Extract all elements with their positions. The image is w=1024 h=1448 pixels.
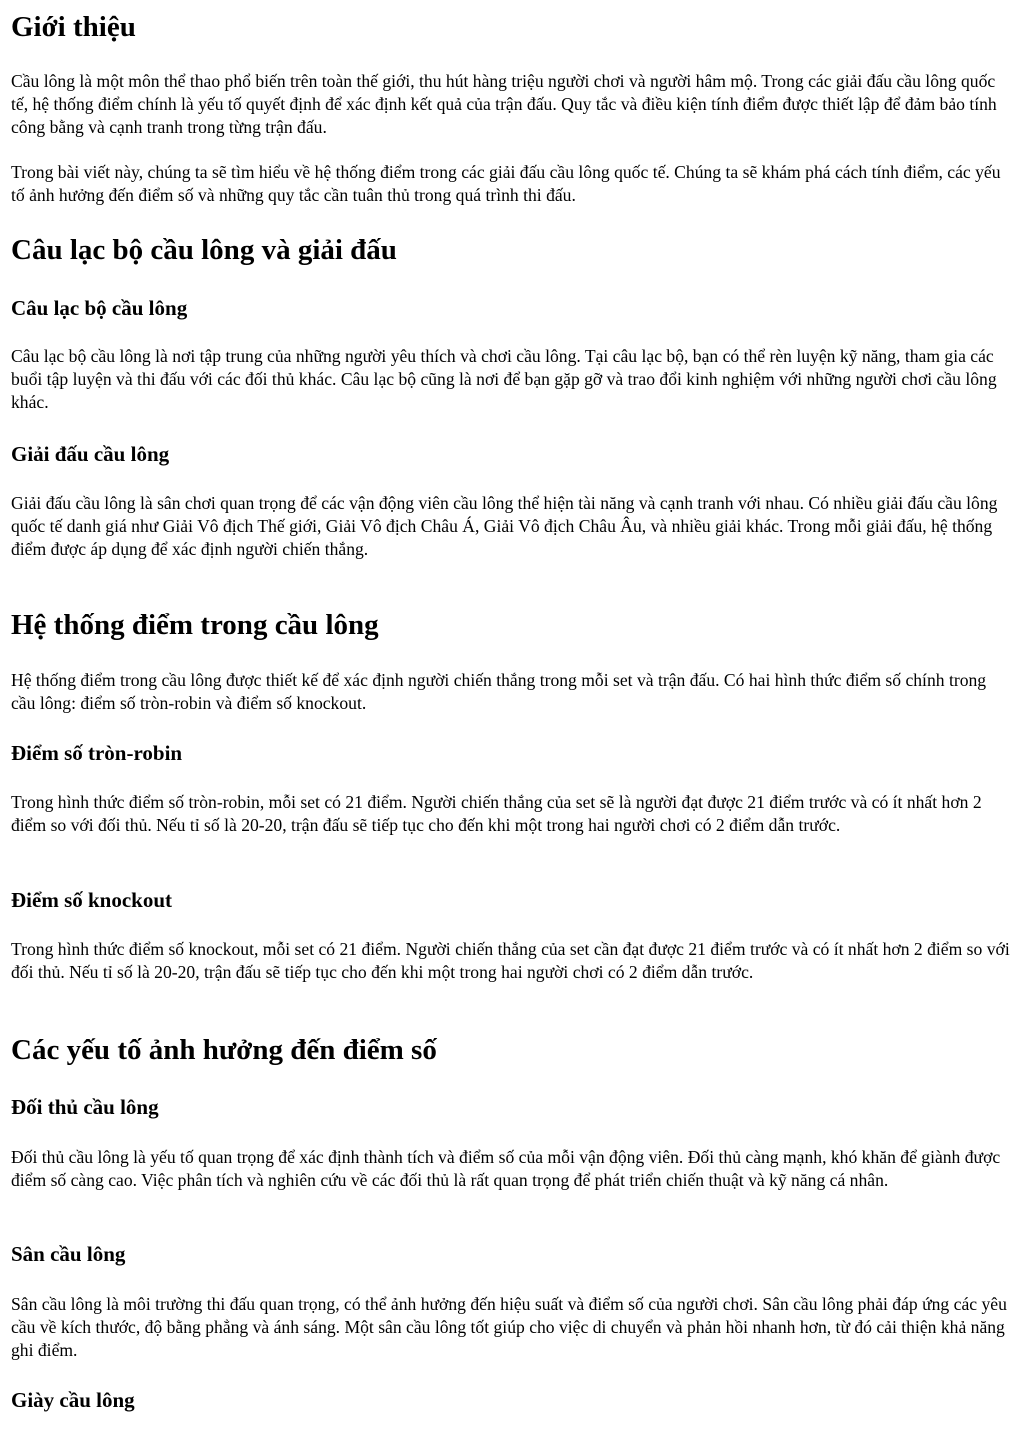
knockout-subheading: Điểm số knockout	[11, 888, 173, 912]
round-robin-subheading: Điểm số tròn-robin	[11, 741, 183, 765]
factors-section-heading: Các yếu tố ảnh hưởng đến điểm số	[11, 1034, 437, 1066]
court-paragraph: Sân cầu lông là môi trường thi đấu quan trọng, có thể ảnh hưởng đến hiệu suất và điểm số của người chơi. Sân cầu lông phải đáp ứng các yêu cầu về kích thước, độ bằng phẳng và ánh sáng. Một sân cầu lông tốt giúp cho việc di chuyển và phản hồi nhanh hơn, từ đó cải thiện khả năng ghi điểm.	[11, 1294, 1007, 1361]
tournament-subheading: Giải đấu cầu lông	[11, 442, 170, 466]
knockout-paragraph: Trong hình thức điểm số knockout, mỗi set có 21 điểm. Người chiến thắng của set cần đạt được 21 điểm trước và có ít nhất hơn 2 điểm so với đối thủ. Nếu tỉ số là 20-20, trận đấu sẽ tiếp tục cho đến khi một trong hai người chơi có 2 điểm dẫn trước.	[11, 939, 1010, 983]
scoring-intro-paragraph: Hệ thống điểm trong cầu lông được thiết kế để xác định người chiến thắng trong mỗi set và trận đấu. Có hai hình thức điểm số chính trong cầu lông: điểm số tròn-robin và điểm số knockout.	[11, 670, 987, 714]
intro-paragraph-1: Cầu lông là một môn thể thao phổ biến trên toàn thế giới, thu hút hàng triệu người chơi và người hâm mộ. Trong các giải đấu cầu lông quốc tế, hệ thống điểm chính là yếu tố quyết định để xác định kết quả của trận đấu. Quy tắc và điều kiện tính điểm được thiết lập để đảm bảo tính công bằng và cạnh tranh trong từng trận đấu.	[11, 71, 997, 138]
club-subheading: Câu lạc bộ cầu lông	[11, 296, 188, 320]
shoes-subheading: Giày cầu lông	[11, 1388, 135, 1412]
tournament-paragraph: Giải đấu cầu lông là sân chơi quan trọng để các vận động viên cầu lông thể hiện tài năng và cạnh tranh với nhau. Có nhiều giải đấu cầu lông quốc tế danh giá như Giải Vô địch Thế giới, Giải Vô địch Châu Á, Giải Vô địch Châu Âu, và nhiều giải khác. Trong mỗi giải đấu, hệ thống điểm được áp dụng để xác định người chiến thắng.	[11, 493, 998, 560]
intro-paragraph-2: Trong bài viết này, chúng ta sẽ tìm hiểu về hệ thống điểm trong các giải đấu cầu lông quốc tế. Chúng ta sẽ khám phá cách tính điểm, các yếu tố ảnh hưởng đến điểm số và những quy tắc cần tuân thủ trong quá trình thi đấu.	[11, 162, 1001, 206]
court-subheading: Sân cầu lông	[11, 1242, 126, 1266]
intro-heading: Giới thiệu	[11, 11, 136, 43]
clubs-section-heading: Câu lạc bộ cầu lông và giải đấu	[11, 234, 397, 266]
scoring-section-heading: Hệ thống điểm trong cầu lông	[11, 609, 379, 641]
club-paragraph: Câu lạc bộ cầu lông là nơi tập trung của những người yêu thích và chơi cầu lông. Tại câu lạc bộ, bạn có thể rèn luyện kỹ năng, tham gia các buổi tập luyện và thi đấu với các đối thủ khác. Câu lạc bộ cũng là nơi để bạn gặp gỡ và trao đổi kinh nghiệm với những người chơi cầu lông khác.	[11, 346, 997, 413]
opponent-subheading: Đối thủ cầu lông	[11, 1095, 159, 1119]
opponent-paragraph: Đối thủ cầu lông là yếu tố quan trọng để xác định thành tích và điểm số của mỗi vận động viên. Đối thủ càng mạnh, khó khăn để giành được điểm số càng cao. Việc phân tích và nghiên cứu về các đối thủ là rất quan trọng để phát triển chiến thuật và kỹ năng cá nhân.	[11, 1147, 1001, 1191]
round-robin-paragraph: Trong hình thức điểm số tròn-robin, mỗi set có 21 điểm. Người chiến thắng của set sẽ là người đạt được 21 điểm trước và có ít nhất hơn 2 điểm so với đối thủ. Nếu tỉ số là 20-20, trận đấu sẽ tiếp tục cho đến khi một trong hai người chơi có 2 điểm dẫn trước.	[11, 792, 982, 836]
